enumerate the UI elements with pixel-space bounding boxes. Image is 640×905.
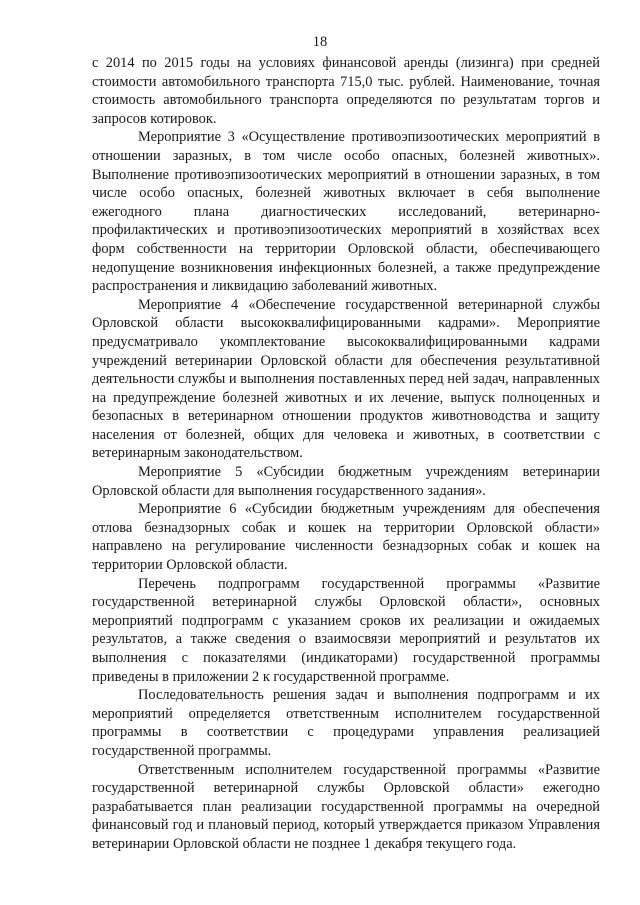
paragraph-measure-4: Мероприятие 4 «Обеспечение государственной ветеринарной службы Орловской области высококвалифицированными кадрами». Мероприятие предусматривало укомплектование высококвалифицированными кадрами учреждений ветеринарии Орловской области для обеспечения результативной деятельности службы и выполнения поставленных перед ней задач, направленных на предупреждение болезней животных и их лечение, выпуск полноценных и безопасных в ветеринарном отношении продуктов животноводства и защиту населения от болезней, общих для человека и животных, в соответствии с ветеринарным законодательством. [92, 296, 600, 462]
document-body [92, 54, 600, 854]
paragraph-lizing-continuation: с 2014 по 2015 годы на условиях финансовой аренды (лизинга) при средней стоимости автомобильного транспорта 715,0 тыс. рублей. Наименование, точная стоимость автомобильного транспорта определяются по результатам торгов и запросов котировок. [92, 55, 600, 127]
paragraph-implementation-plan: Ответственным исполнителем государственной программы «Развитие государственной ветеринарной службы Орловской области» ежегодно разрабатывается план реализации государственной программы на очередной финансовый год и плановый период, который утверждается приказом Управления ветеринарии Орловской области не позднее 1 декабря текущего года. [92, 761, 600, 852]
paragraph-sequence: Последовательность решения задач и выполнения подпрограмм и их мероприятий определяется ответственным исполнителем государственной программы в соответствии с процедурами управления реализацией государственной программы. [92, 687, 600, 759]
paragraph-subprogram-list: Перечень подпрограмм государственной программы «Развитие государственной ветеринарной службы Орловской области», основных мероприятий подпрограмм с указанием сроков их реализации и ожидаемых результатов, а также сведения о взаимосвязи мероприятий и результатов их выполнения с показателями (индикаторами) государственной программы приведены в приложении 2 к государственной программе. [92, 575, 600, 685]
paragraph-measure-3: Мероприятие 3 «Осуществление противоэпизоотических мероприятий в отношении заразных, в том числе особо опасных, болезней животных». Выполнение противоэпизоотических мероприятий в отношении заразных, в том числе особо опасных, болезней животных включает в себя выполнение ежегодного плана диагностических исследований, ветеринарно-профилактических и противоэпизоотических мероприятий в хозяйствах всех форм собственности на территории Орловской области, обеспечивающего недопущение возникновения инфекционных болезней, а также предупреждение распространения и ликвидацию заболеваний животных. [92, 129, 600, 295]
paragraph-measure-6: Мероприятие 6 «Субсидии бюджетным учреждениям для обеспечения отлова безнадзорных собак и кошек на территории Орловской области» направлено на регулирование численности безнадзорных собак и кошек на территории Орловской области. [92, 501, 600, 574]
page-number: 18 [312, 34, 328, 50]
paragraph-measure-5: Мероприятие 5 «Субсидии бюджетным учреждениям ветеринарии Орловской области для выполнения государственного задания». [92, 464, 600, 499]
